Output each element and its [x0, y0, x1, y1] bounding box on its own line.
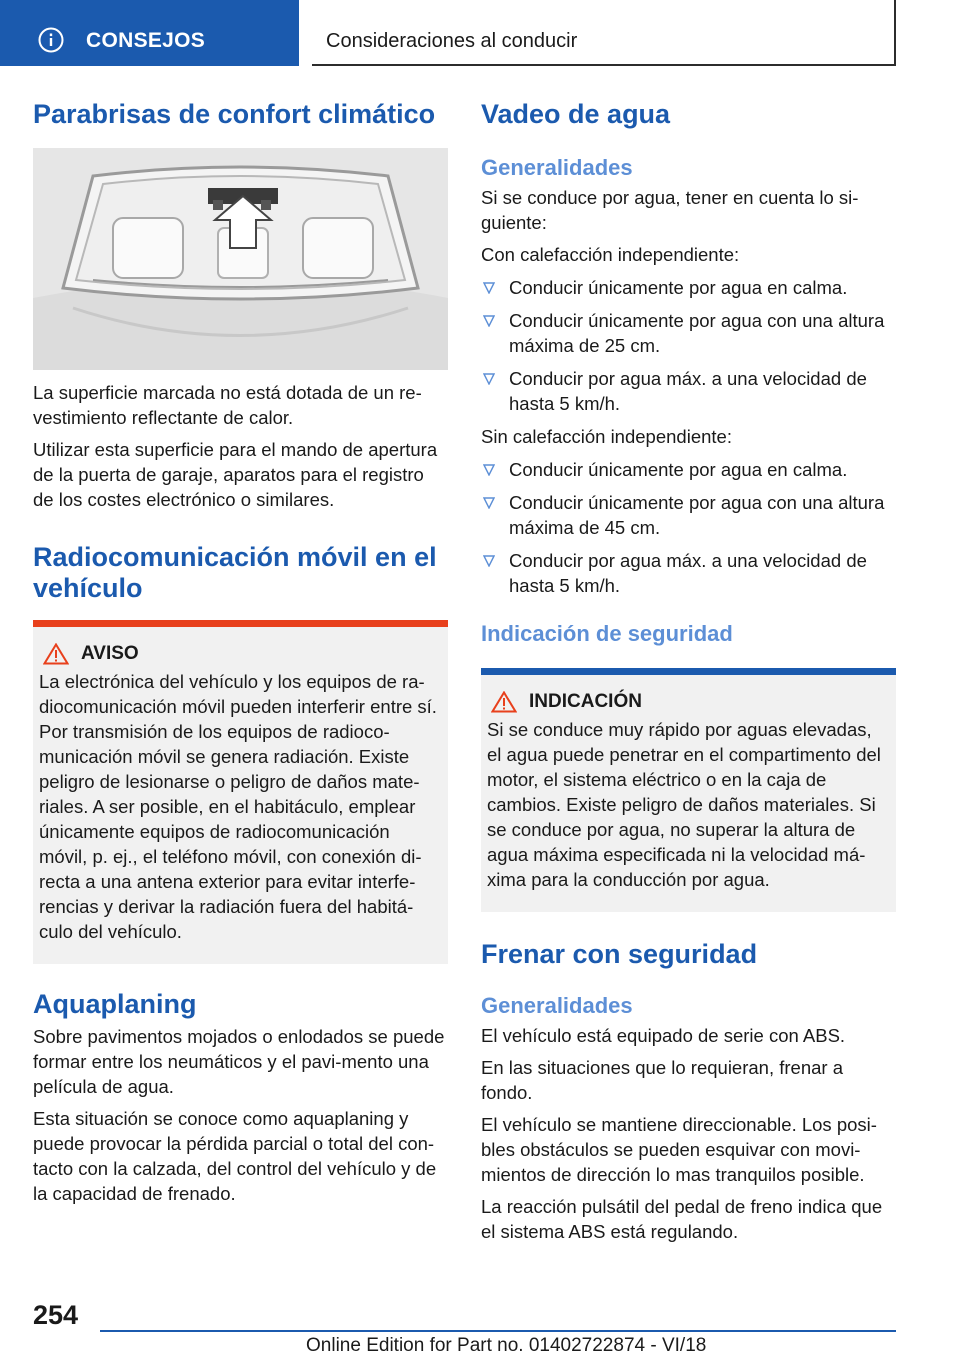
warning-text: La electrónica del vehículo y los equipos de ra-diocomunicación móvil pueden interferir entre sí. Por transmisión de los equipos de radioco-municación móvil se genera radiación. Existe peligro de lesionarse o peligro de daños mate-riales. A ser posible, en el habitáculo, emplear únicamente equipos de radiocomunicación móvil, p. ej., el teléfono móvil, con conexión di-recta a una antena exterior para evitar interfe-rencias y derivar la radiación fuera del habitá-culo del vehículo. [39, 671, 437, 942]
list-item [481, 548, 896, 598]
triangle-bullet-icon [483, 315, 495, 327]
bullet-list [481, 457, 896, 598]
paragraph: Si se conduce por agua, tener en cuenta lo si-guiente: [481, 187, 859, 233]
left-column [33, 98, 448, 1206]
list-item [481, 457, 896, 482]
list-item [481, 308, 896, 358]
footer-edition: Online Edition for Part no. 01402722874 - VI/18 [306, 1335, 707, 1356]
info-icon [38, 27, 64, 53]
list-item [481, 490, 896, 540]
triangle-bullet-icon [483, 497, 495, 509]
section-title: Consideraciones al conducir [326, 30, 578, 52]
paragraph: La reacción pulsátil del pedal de freno indica que el sistema ABS está regulando. [481, 1196, 883, 1242]
note-box [481, 668, 896, 912]
bullet-list [481, 275, 896, 416]
heading-braking: Frenar con seguridad [481, 939, 758, 969]
windshield-illustration [33, 148, 448, 370]
triangle-bullet-icon [483, 373, 495, 385]
page-number: 254 [33, 1300, 79, 1330]
paragraph: Con calefacción independiente: [481, 244, 740, 265]
subheading-general: Generalidades [481, 993, 633, 1018]
triangle-bullet-icon [483, 282, 495, 294]
subheading-general: Generalidades [481, 155, 633, 180]
footer-divider [100, 1330, 896, 1332]
list-item [481, 366, 896, 416]
heading-aquaplaning: Aquaplaning [33, 989, 197, 1019]
list-item-text: Conducir por agua máx. a una velocidad de hasta 5 km/h. [509, 368, 867, 414]
paragraph: Sobre pavimentos mojados o enlodados se puede formar entre los neumáticos y el pavi-mento una película de agua. [33, 1026, 445, 1097]
note-title: INDICACIÓN [529, 691, 642, 712]
heading-radio: Radiocomunicación móvil en el vehículo [33, 542, 437, 603]
right-column [481, 98, 896, 1244]
heading-water-wading: Vadeo de agua [481, 99, 671, 129]
list-item [481, 275, 896, 300]
chapter-tab[interactable] [0, 0, 299, 66]
list-item-text: Conducir únicamente por agua con una altura máxima de 25 cm. [509, 310, 885, 356]
paragraph: Esta situación se conoce como aquaplaning y puede provocar la pérdida parcial o total del con-tacto con la calzada, del control del vehículo y de la capacidad de frenado. [33, 1108, 437, 1204]
paragraph: El vehículo se mantiene direccionable. Los posi-bles obstáculos se pueden esquivar con movi-mientos de dirección lo mas tranquilos posible. [481, 1114, 877, 1185]
warning-triangle-icon [491, 691, 517, 713]
paragraph: La superficie marcada no está dotada de un re-vestimiento reflectante de calor. [33, 382, 422, 428]
note-header [491, 691, 889, 713]
warning-header [43, 643, 441, 665]
warning-title: AVISO [81, 643, 139, 664]
note-text: Si se conduce muy rápido por aguas elevadas, el agua puede penetrar en el compartimento del motor, el sistema eléctrico o en la caja de cambios. Existe peligro de daños materiales. Si se conduce por agua, no superar la altura de agua máxima especificada ni la velocidad má-xima para la conducción por agua. [487, 719, 881, 890]
chapter-tab-label: CONSEJOS [86, 29, 206, 52]
heading-windshield: Parabrisas de confort climático [33, 99, 436, 129]
paragraph: Sin calefacción independiente: [481, 426, 732, 447]
triangle-bullet-icon [483, 464, 495, 476]
list-item-text: Conducir únicamente por agua en calma. [509, 277, 848, 298]
warning-box [33, 620, 448, 964]
paragraph: Utilizar esta superficie para el mando de apertura de la puerta de garaje, aparatos para el registro de los costes electrónico o similares. [33, 439, 438, 510]
list-item-text: Conducir únicamente por agua en calma. [509, 459, 848, 480]
subheading-safety: Indicación de seguridad [481, 621, 733, 646]
triangle-bullet-icon [483, 555, 495, 567]
section-title-box [312, 0, 896, 66]
list-item-text: Conducir por agua máx. a una velocidad de hasta 5 km/h. [509, 550, 867, 596]
warning-triangle-icon [43, 643, 69, 665]
paragraph: En las situaciones que lo requieran, frenar a fondo. [481, 1057, 843, 1103]
car-interior-image [33, 148, 448, 370]
paragraph: El vehículo está equipado de serie con ABS. [481, 1025, 846, 1046]
list-item-text: Conducir únicamente por agua con una altura máxima de 45 cm. [509, 492, 885, 538]
